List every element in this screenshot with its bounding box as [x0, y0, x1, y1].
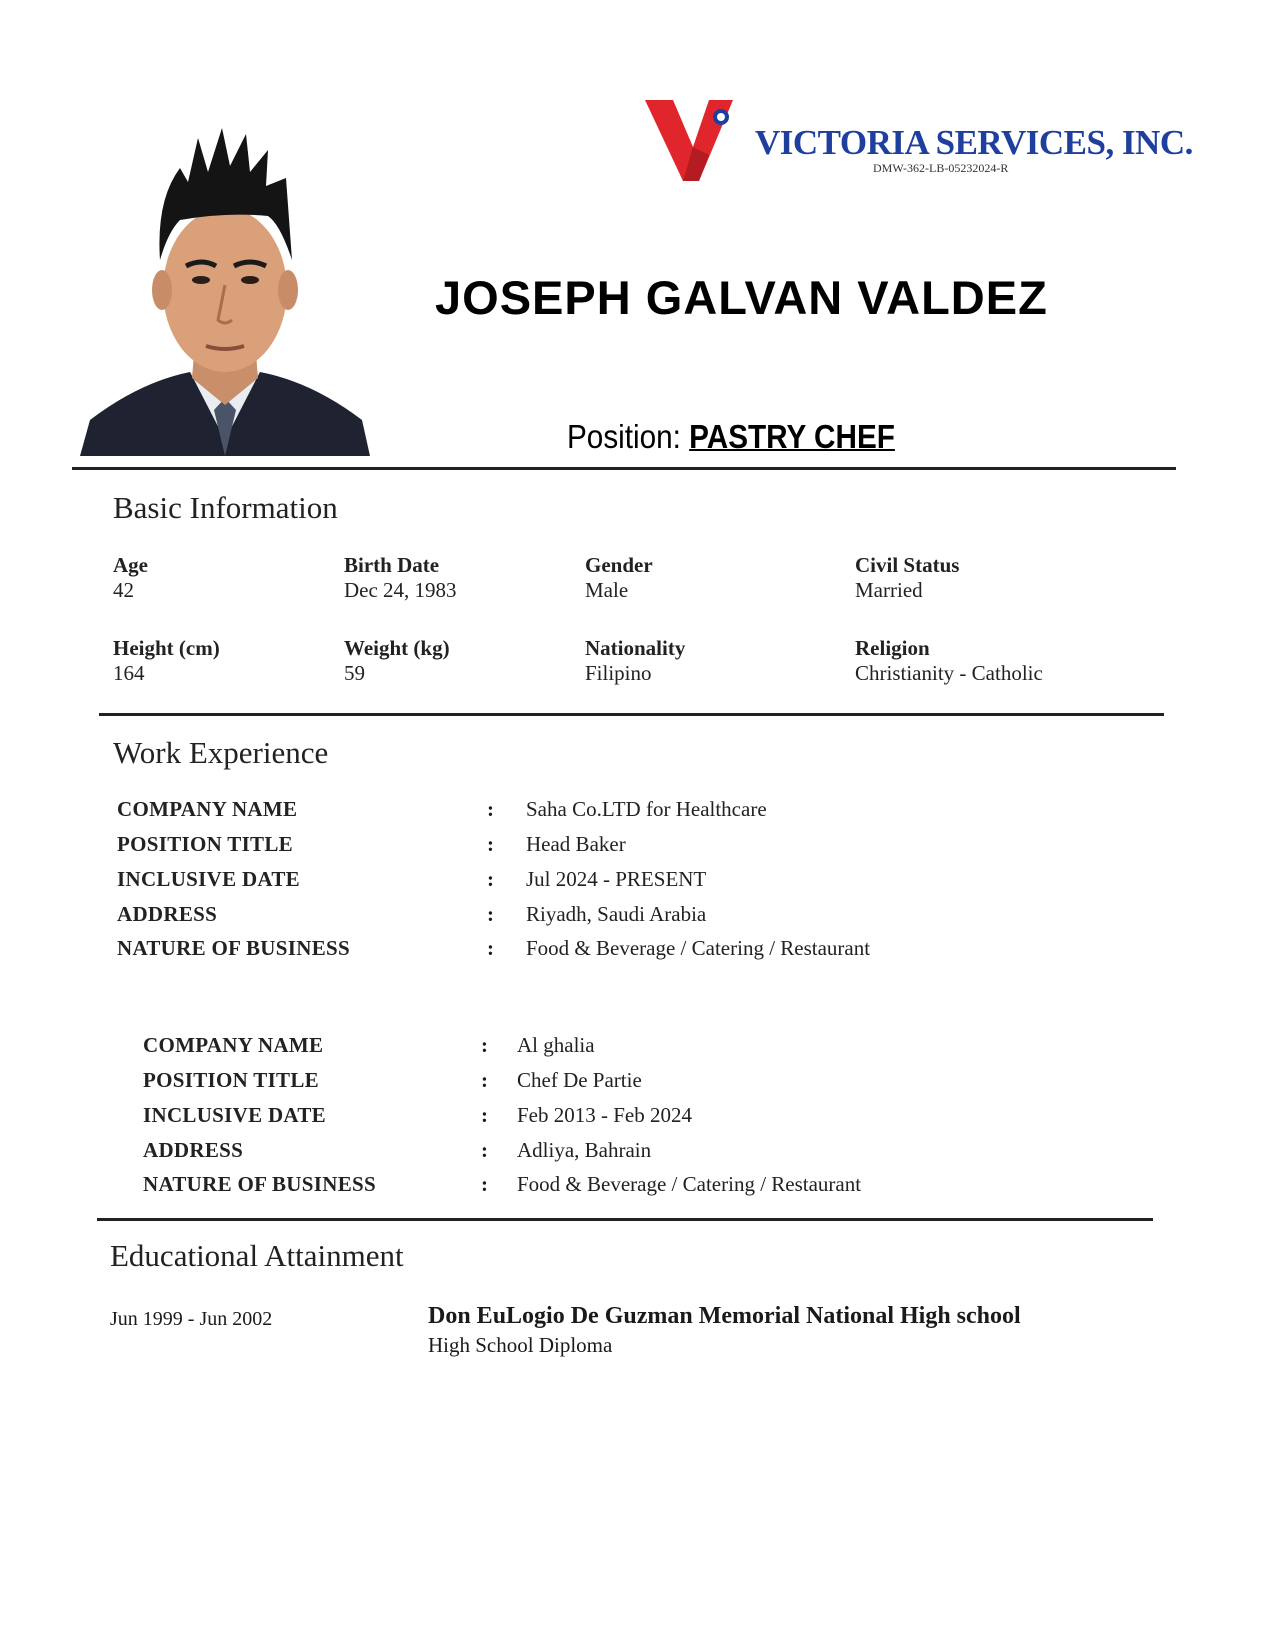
field-label: INCLUSIVE DATE	[117, 867, 300, 891]
work-field-company	[117, 797, 1017, 831]
work-entry-2	[143, 1033, 1023, 1208]
info-label: Civil Status	[855, 553, 960, 577]
info-value: Married	[855, 578, 923, 602]
agency-name: VICTORIA SERVICES, INC.	[755, 123, 1193, 162]
field-colon: :	[481, 1103, 488, 1127]
info-age	[113, 553, 148, 603]
basic-info-divider	[99, 713, 1164, 716]
info-religion	[855, 636, 1043, 686]
candidate-photo	[80, 120, 370, 456]
field-label: ADDRESS	[117, 902, 218, 926]
field-label: NATURE OF BUSINESS	[143, 1172, 376, 1196]
work-field-date	[143, 1103, 1023, 1137]
agency-registration: DMW-362-LB-05232024-R	[873, 161, 1009, 175]
field-colon: :	[481, 1138, 488, 1162]
education-school: Don EuLogio De Guzman Memorial National High school	[428, 1303, 1021, 1329]
work-field-address	[117, 902, 1017, 936]
field-colon: :	[481, 1068, 488, 1092]
work-field-address	[143, 1138, 1023, 1172]
work-field-business	[117, 936, 1017, 970]
field-value: Jul 2024 - PRESENT	[526, 867, 707, 891]
field-value: Adliya, Bahrain	[517, 1138, 652, 1162]
field-colon: :	[487, 902, 494, 926]
field-label: COMPANY NAME	[143, 1033, 324, 1057]
info-nationality	[585, 636, 685, 686]
header-divider	[72, 467, 1176, 470]
info-label: Gender	[585, 553, 653, 577]
field-colon: :	[487, 936, 494, 960]
work-experience-divider	[97, 1218, 1153, 1221]
field-label: COMPANY NAME	[117, 797, 298, 821]
field-value: Al ghalia	[517, 1033, 595, 1057]
work-field-position	[143, 1068, 1023, 1102]
info-value: Dec 24, 1983	[344, 578, 457, 602]
work-experience-title: Work Experience	[113, 735, 329, 770]
work-field-business	[143, 1172, 1023, 1206]
education-degree: High School Diploma	[428, 1333, 613, 1357]
work-field-date	[117, 867, 1017, 901]
position-value: PASTRY CHEF	[689, 418, 895, 455]
education-date: Jun 1999 - Jun 2002	[110, 1308, 273, 1330]
info-label: Birth Date	[344, 553, 440, 577]
field-colon: :	[487, 832, 494, 856]
field-value: Feb 2013 - Feb 2024	[517, 1103, 692, 1127]
info-weight	[344, 636, 450, 686]
field-label: POSITION TITLE	[143, 1068, 319, 1092]
work-field-company	[143, 1033, 1023, 1067]
info-value: 42	[113, 578, 134, 602]
field-label: ADDRESS	[143, 1138, 244, 1162]
info-value: 59	[344, 661, 365, 685]
info-label: Religion	[855, 636, 930, 660]
field-value: Chef De Partie	[517, 1068, 642, 1092]
field-value: Saha Co.LTD for Healthcare	[526, 797, 767, 821]
victoria-logo-icon	[645, 95, 745, 183]
info-birth-date	[344, 553, 457, 603]
work-field-position	[117, 832, 1017, 866]
info-civil-status	[855, 553, 959, 603]
candidate-name: JOSEPH GALVAN VALDEZ	[435, 271, 1048, 324]
field-value: Food & Beverage / Catering / Restaurant	[526, 936, 871, 960]
info-label: Height (cm)	[113, 636, 220, 660]
field-value: Riyadh, Saudi Arabia	[526, 902, 707, 926]
field-label: INCLUSIVE DATE	[143, 1103, 326, 1127]
info-label: Nationality	[585, 636, 686, 660]
info-value: Filipino	[585, 661, 652, 685]
work-entry-1	[117, 797, 1017, 972]
info-label: Age	[113, 553, 148, 577]
info-value: 164	[113, 661, 145, 685]
position-label: Position:	[567, 418, 681, 455]
info-height	[113, 636, 220, 686]
info-gender	[585, 553, 653, 603]
field-colon: :	[481, 1172, 488, 1196]
field-value: Food & Beverage / Catering / Restaurant	[517, 1172, 862, 1196]
education-title: Educational Attainment	[110, 1238, 404, 1273]
field-colon: :	[481, 1033, 488, 1057]
info-value: Male	[585, 578, 629, 602]
info-label: Weight (kg)	[344, 636, 450, 660]
field-colon: :	[487, 867, 494, 891]
field-label: POSITION TITLE	[117, 832, 293, 856]
info-value: Christianity - Catholic	[855, 661, 1043, 685]
position-line	[567, 418, 895, 456]
agency-logo	[645, 95, 1193, 195]
basic-info-title: Basic Information	[113, 490, 338, 525]
field-value: Head Baker	[526, 832, 626, 856]
field-label: NATURE OF BUSINESS	[117, 936, 350, 960]
field-colon: :	[487, 797, 494, 821]
